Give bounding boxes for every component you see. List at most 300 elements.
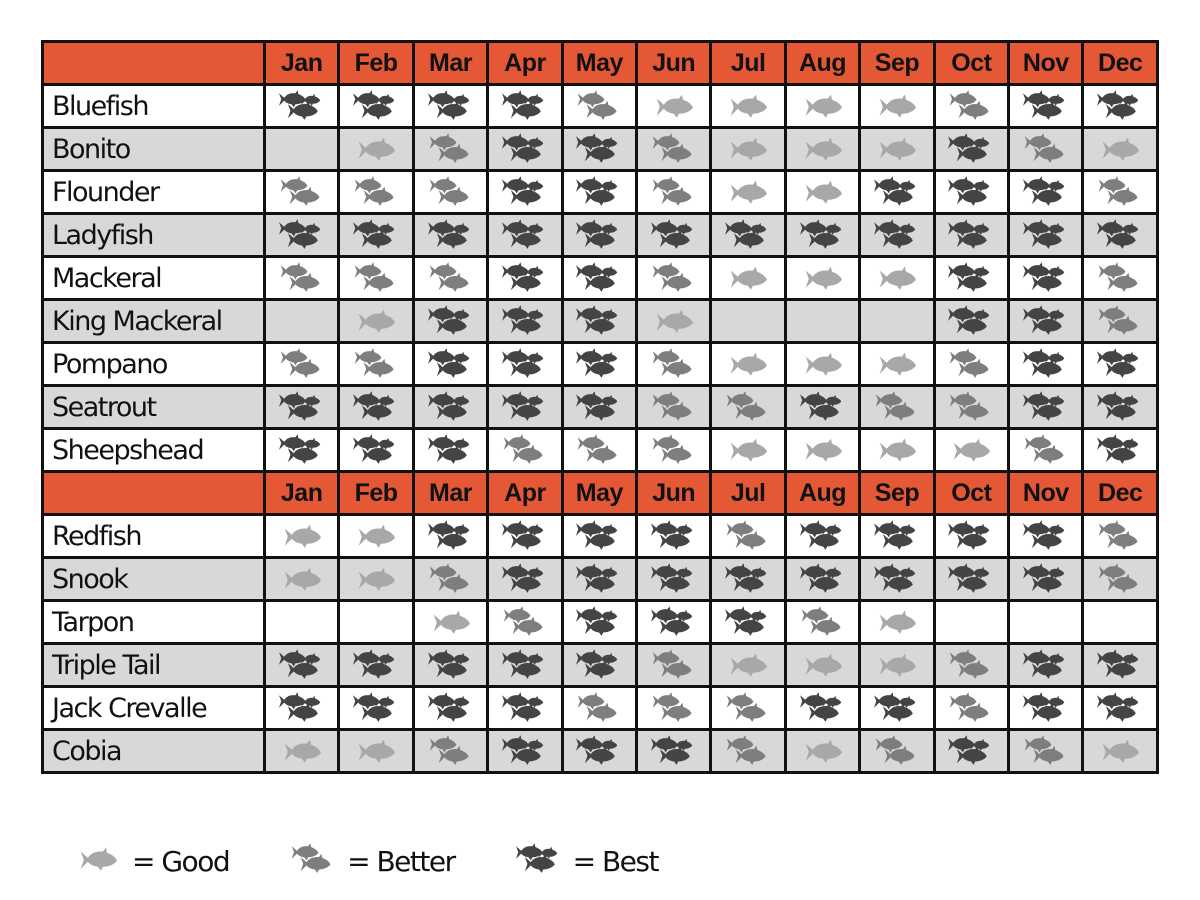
rating-cell xyxy=(637,85,711,128)
three-fish-icon xyxy=(787,217,858,253)
single-fish-icon xyxy=(266,561,337,597)
rating-cell xyxy=(785,128,859,171)
rating-cell xyxy=(637,558,711,601)
three-fish-icon xyxy=(564,647,635,683)
two-fish-icon xyxy=(415,260,486,296)
three-fish-icon xyxy=(936,733,1007,769)
single-fish-icon xyxy=(340,303,411,339)
month-header-mar: Mar xyxy=(413,472,487,515)
rating-cell xyxy=(413,257,487,300)
rating-cell xyxy=(265,128,339,171)
two-fish-icon xyxy=(936,690,1007,726)
legend-good-label: = Good xyxy=(132,844,230,878)
three-fish-icon xyxy=(415,647,486,683)
three-fish-icon xyxy=(415,432,486,468)
rating-cell xyxy=(785,730,859,773)
table-row xyxy=(43,214,1158,257)
header-blank-cell xyxy=(43,42,265,85)
rating-cell xyxy=(934,644,1008,687)
rating-cell xyxy=(637,128,711,171)
rating-cell xyxy=(1009,386,1083,429)
three-fish-icon xyxy=(1084,88,1156,124)
fish-name: Seatrout xyxy=(43,386,265,429)
rating-cell xyxy=(413,515,487,558)
fish-name: Triple Tail xyxy=(43,644,265,687)
rating-cell xyxy=(413,85,487,128)
rating-cell xyxy=(1083,687,1158,730)
single-fish-icon xyxy=(787,647,858,683)
table-row xyxy=(43,687,1158,730)
three-fish-icon xyxy=(787,561,858,597)
fish-name: Bluefish xyxy=(43,85,265,128)
three-fish-icon xyxy=(415,389,486,425)
rating-cell xyxy=(934,515,1008,558)
rating-cell xyxy=(265,214,339,257)
three-fish-icon xyxy=(564,346,635,382)
three-fish-icon xyxy=(489,131,560,167)
rating-cell xyxy=(339,386,413,429)
rating-cell xyxy=(711,687,785,730)
rating-cell xyxy=(1083,171,1158,214)
three-fish-icon xyxy=(415,346,486,382)
rating-cell xyxy=(339,687,413,730)
three-fish-icon xyxy=(564,260,635,296)
three-fish-icon xyxy=(415,690,486,726)
rating-cell xyxy=(413,171,487,214)
rating-cell xyxy=(785,386,859,429)
rating-cell xyxy=(1083,300,1158,343)
three-fish-icon xyxy=(712,561,783,597)
rating-cell xyxy=(413,386,487,429)
two-fish-icon xyxy=(861,389,932,425)
two-fish-icon xyxy=(1010,131,1081,167)
rating-cell xyxy=(711,343,785,386)
two-fish-icon xyxy=(415,174,486,210)
single-fish-icon xyxy=(712,346,783,382)
fishing-calendar-table xyxy=(41,40,1159,774)
two-fish-icon xyxy=(1084,303,1156,339)
three-fish-icon xyxy=(489,733,560,769)
rating-cell xyxy=(785,214,859,257)
rating-cell xyxy=(562,300,636,343)
month-header-feb: Feb xyxy=(339,472,413,515)
three-fish-icon xyxy=(266,647,337,683)
rating-cell xyxy=(1083,257,1158,300)
three-fish-icon xyxy=(489,561,560,597)
three-fish-icon xyxy=(340,88,411,124)
rating-cell xyxy=(413,601,487,644)
single-fish-icon xyxy=(712,647,783,683)
single-fish-icon xyxy=(340,733,411,769)
rating-cell xyxy=(488,85,562,128)
month-header-jun: Jun xyxy=(637,472,711,515)
month-header-dec: Dec xyxy=(1083,42,1158,85)
three-fish-icon xyxy=(489,88,560,124)
rating-cell xyxy=(488,300,562,343)
two-fish-icon xyxy=(1084,174,1156,210)
rating-cell xyxy=(339,601,413,644)
two-fish-icon xyxy=(489,604,560,640)
three-fish-icon xyxy=(787,389,858,425)
three-fish-icon xyxy=(340,647,411,683)
month-header-jan: Jan xyxy=(265,472,339,515)
rating-cell xyxy=(934,687,1008,730)
single-fish-icon xyxy=(861,647,932,683)
rating-cell xyxy=(711,386,785,429)
single-fish-icon xyxy=(712,260,783,296)
rating-cell xyxy=(339,429,413,472)
rating-cell xyxy=(339,730,413,773)
rating-cell xyxy=(711,85,785,128)
single-fish-icon xyxy=(1084,733,1156,769)
rating-cell xyxy=(413,644,487,687)
rating-cell xyxy=(711,644,785,687)
three-fish-icon xyxy=(936,131,1007,167)
three-fish-icon xyxy=(266,389,337,425)
rating-cell xyxy=(488,343,562,386)
rating-cell xyxy=(413,687,487,730)
rating-cell xyxy=(488,644,562,687)
rating-cell xyxy=(785,515,859,558)
table-row xyxy=(43,257,1158,300)
three-fish-icon xyxy=(1010,217,1081,253)
two-fish-icon xyxy=(1010,733,1081,769)
two-fish-icon xyxy=(638,260,709,296)
three-fish-icon xyxy=(511,841,567,882)
rating-cell xyxy=(265,601,339,644)
month-header-aug: Aug xyxy=(785,42,859,85)
three-fish-icon xyxy=(340,690,411,726)
three-fish-icon xyxy=(936,303,1007,339)
two-fish-icon xyxy=(787,604,858,640)
table-row xyxy=(43,558,1158,601)
single-fish-icon xyxy=(638,88,709,124)
single-fish-icon xyxy=(861,88,932,124)
rating-cell xyxy=(934,558,1008,601)
three-fish-icon xyxy=(1010,389,1081,425)
three-fish-icon xyxy=(861,174,932,210)
rating-cell xyxy=(339,343,413,386)
three-fish-icon xyxy=(1010,88,1081,124)
three-fish-icon xyxy=(564,131,635,167)
rating-cell xyxy=(413,128,487,171)
rating-cell xyxy=(860,171,934,214)
rating-cell xyxy=(1083,429,1158,472)
month-header-sep: Sep xyxy=(860,472,934,515)
rating-cell xyxy=(860,687,934,730)
rating-cell xyxy=(1083,85,1158,128)
two-fish-icon xyxy=(1084,518,1156,554)
single-fish-icon xyxy=(861,346,932,382)
rating-cell xyxy=(265,85,339,128)
rating-cell xyxy=(1009,257,1083,300)
month-header-nov: Nov xyxy=(1009,42,1083,85)
rating-cell xyxy=(934,730,1008,773)
three-fish-icon xyxy=(1010,561,1081,597)
rating-cell xyxy=(413,214,487,257)
two-fish-icon xyxy=(638,174,709,210)
table-row xyxy=(43,343,1158,386)
three-fish-icon xyxy=(415,518,486,554)
two-fish-icon xyxy=(340,174,411,210)
rating-cell xyxy=(934,171,1008,214)
rating-cell xyxy=(1083,386,1158,429)
rating-cell xyxy=(562,429,636,472)
rating-cell xyxy=(413,730,487,773)
rating-cell xyxy=(637,386,711,429)
rating-cell xyxy=(711,300,785,343)
single-fish-icon xyxy=(70,841,126,882)
two-fish-icon xyxy=(1084,260,1156,296)
rating-cell xyxy=(637,687,711,730)
three-fish-icon xyxy=(638,604,709,640)
rating-cell xyxy=(860,644,934,687)
fish-name: King Mackeral xyxy=(43,300,265,343)
two-fish-icon xyxy=(415,561,486,597)
fish-name: Mackeral xyxy=(43,257,265,300)
two-fish-icon xyxy=(1084,561,1156,597)
rating-cell xyxy=(785,558,859,601)
three-fish-icon xyxy=(489,690,560,726)
fish-name: Snook xyxy=(43,558,265,601)
rating-cell xyxy=(1009,128,1083,171)
table-row xyxy=(43,300,1158,343)
rating-cell xyxy=(488,558,562,601)
fish-name: Tarpon xyxy=(43,601,265,644)
three-fish-icon xyxy=(787,690,858,726)
three-fish-icon xyxy=(564,604,635,640)
rating-cell xyxy=(265,730,339,773)
rating-cell xyxy=(265,343,339,386)
three-fish-icon xyxy=(564,174,635,210)
rating-cell xyxy=(265,257,339,300)
rating-cell xyxy=(860,128,934,171)
rating-cell xyxy=(860,730,934,773)
three-fish-icon xyxy=(564,733,635,769)
rating-cell xyxy=(1009,429,1083,472)
two-fish-icon xyxy=(638,389,709,425)
rating-cell xyxy=(860,85,934,128)
rating-cell xyxy=(488,214,562,257)
rating-cell xyxy=(711,515,785,558)
rating-cell xyxy=(860,429,934,472)
month-header-feb: Feb xyxy=(339,42,413,85)
three-fish-icon xyxy=(1010,346,1081,382)
rating-cell xyxy=(265,429,339,472)
single-fish-icon xyxy=(340,561,411,597)
three-fish-icon xyxy=(861,518,932,554)
three-fish-icon xyxy=(415,303,486,339)
two-fish-icon xyxy=(415,131,486,167)
three-fish-icon xyxy=(340,217,411,253)
legend-best-label: = Best xyxy=(572,844,658,878)
two-fish-icon xyxy=(1010,432,1081,468)
rating-cell xyxy=(1083,128,1158,171)
month-header-apr: Apr xyxy=(488,472,562,515)
rating-cell xyxy=(339,171,413,214)
three-fish-icon xyxy=(1084,690,1156,726)
rating-cell xyxy=(637,644,711,687)
rating-cell xyxy=(562,515,636,558)
three-fish-icon xyxy=(266,432,337,468)
rating-cell xyxy=(860,601,934,644)
two-fish-icon xyxy=(712,733,783,769)
single-fish-icon xyxy=(266,518,337,554)
month-header-row xyxy=(43,42,1158,85)
fish-name: Bonito xyxy=(43,128,265,171)
single-fish-icon xyxy=(1084,131,1156,167)
three-fish-icon xyxy=(489,647,560,683)
single-fish-icon xyxy=(638,303,709,339)
three-fish-icon xyxy=(340,389,411,425)
rating-cell xyxy=(934,601,1008,644)
legend xyxy=(70,838,658,884)
rating-cell xyxy=(860,257,934,300)
rating-cell xyxy=(265,300,339,343)
table-row xyxy=(43,386,1158,429)
rating-cell xyxy=(711,214,785,257)
single-fish-icon xyxy=(861,131,932,167)
rating-cell xyxy=(860,386,934,429)
single-fish-icon xyxy=(787,88,858,124)
single-fish-icon xyxy=(787,174,858,210)
two-fish-icon xyxy=(564,432,635,468)
rating-cell xyxy=(562,85,636,128)
two-fish-icon xyxy=(936,346,1007,382)
rating-cell xyxy=(711,128,785,171)
rating-cell xyxy=(711,257,785,300)
month-header-row xyxy=(43,472,1158,515)
month-header-mar: Mar xyxy=(413,42,487,85)
rating-cell xyxy=(1083,558,1158,601)
rating-cell xyxy=(637,601,711,644)
three-fish-icon xyxy=(1084,432,1156,468)
table-row xyxy=(43,429,1158,472)
two-fish-icon xyxy=(266,346,337,382)
rating-cell xyxy=(488,171,562,214)
rating-cell xyxy=(562,601,636,644)
three-fish-icon xyxy=(861,690,932,726)
rating-cell xyxy=(488,730,562,773)
rating-cell xyxy=(562,644,636,687)
rating-cell xyxy=(1083,730,1158,773)
rating-cell xyxy=(934,300,1008,343)
two-fish-icon xyxy=(861,733,932,769)
month-header-jan: Jan xyxy=(265,42,339,85)
rating-cell xyxy=(711,429,785,472)
month-header-jul: Jul xyxy=(711,42,785,85)
single-fish-icon xyxy=(712,88,783,124)
rating-cell xyxy=(637,429,711,472)
rating-cell xyxy=(339,214,413,257)
month-header-aug: Aug xyxy=(785,472,859,515)
table-row xyxy=(43,171,1158,214)
rating-cell xyxy=(785,171,859,214)
three-fish-icon xyxy=(861,561,932,597)
three-fish-icon xyxy=(489,174,560,210)
month-header-jun: Jun xyxy=(637,42,711,85)
two-fish-icon xyxy=(415,733,486,769)
rating-cell xyxy=(488,386,562,429)
rating-cell xyxy=(1083,214,1158,257)
rating-cell xyxy=(1009,644,1083,687)
single-fish-icon xyxy=(787,131,858,167)
three-fish-icon xyxy=(1084,389,1156,425)
month-header-dec: Dec xyxy=(1083,472,1158,515)
two-fish-icon xyxy=(266,174,337,210)
two-fish-icon xyxy=(285,841,341,882)
rating-cell xyxy=(488,601,562,644)
three-fish-icon xyxy=(936,174,1007,210)
two-fish-icon xyxy=(489,432,560,468)
month-header-oct: Oct xyxy=(934,42,1008,85)
rating-cell xyxy=(934,214,1008,257)
three-fish-icon xyxy=(266,88,337,124)
three-fish-icon xyxy=(564,518,635,554)
rating-cell xyxy=(413,429,487,472)
table-row xyxy=(43,601,1158,644)
rating-cell xyxy=(860,343,934,386)
table-row xyxy=(43,730,1158,773)
single-fish-icon xyxy=(712,131,783,167)
two-fish-icon xyxy=(340,260,411,296)
three-fish-icon xyxy=(564,217,635,253)
rating-cell xyxy=(785,601,859,644)
rating-cell xyxy=(562,730,636,773)
single-fish-icon xyxy=(861,432,932,468)
two-fish-icon xyxy=(564,88,635,124)
month-header-may: May xyxy=(562,42,636,85)
single-fish-icon xyxy=(787,733,858,769)
month-header-may: May xyxy=(562,472,636,515)
fish-name: Redfish xyxy=(43,515,265,558)
rating-cell xyxy=(339,644,413,687)
rating-cell xyxy=(488,515,562,558)
rating-cell xyxy=(413,558,487,601)
three-fish-icon xyxy=(638,217,709,253)
three-fish-icon xyxy=(415,217,486,253)
three-fish-icon xyxy=(415,88,486,124)
fish-name: Jack Crevalle xyxy=(43,687,265,730)
two-fish-icon xyxy=(266,260,337,296)
rating-cell xyxy=(1009,171,1083,214)
table-row xyxy=(43,515,1158,558)
two-fish-icon xyxy=(638,647,709,683)
rating-cell xyxy=(1009,558,1083,601)
rating-cell xyxy=(637,730,711,773)
rating-cell xyxy=(562,214,636,257)
month-header-apr: Apr xyxy=(488,42,562,85)
two-fish-icon xyxy=(340,346,411,382)
single-fish-icon xyxy=(936,432,1007,468)
three-fish-icon xyxy=(1084,217,1156,253)
three-fish-icon xyxy=(1010,518,1081,554)
rating-cell xyxy=(711,558,785,601)
rating-cell xyxy=(413,300,487,343)
three-fish-icon xyxy=(936,518,1007,554)
three-fish-icon xyxy=(489,346,560,382)
two-fish-icon xyxy=(638,690,709,726)
three-fish-icon xyxy=(489,260,560,296)
rating-cell xyxy=(1009,515,1083,558)
rating-cell xyxy=(265,386,339,429)
rating-cell xyxy=(637,171,711,214)
table-row xyxy=(43,644,1158,687)
rating-cell xyxy=(562,386,636,429)
two-fish-icon xyxy=(638,131,709,167)
rating-cell xyxy=(562,171,636,214)
rating-cell xyxy=(934,386,1008,429)
